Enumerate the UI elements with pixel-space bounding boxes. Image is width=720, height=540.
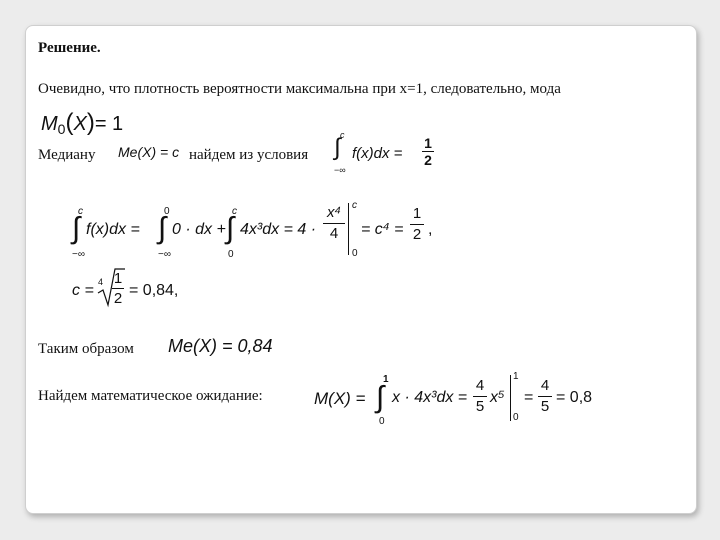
eq2-rhs: = 0,84,	[129, 282, 179, 299]
eq1-integral-2: ∫	[158, 212, 167, 245]
heading: Решение.	[38, 40, 101, 56]
median-fraction	[422, 135, 434, 168]
eq2-f-num: 1	[113, 270, 123, 287]
eq1-i3-upper: c	[232, 206, 237, 217]
eq1-i1-body: f(x)dx =	[86, 221, 140, 238]
eq1-i3-body: 4x³dx = 4 ·	[240, 221, 317, 238]
conclusion-text: Таким образом	[38, 341, 134, 357]
eq2-lhs: c =	[72, 282, 94, 299]
median-frac-num: 1	[424, 135, 432, 151]
eq2-fraction	[112, 269, 124, 308]
expectation-i-upper: 1	[383, 374, 389, 385]
median-integral-sign: ∫	[334, 134, 341, 161]
eq1-integral-1: ∫	[72, 212, 81, 245]
mode-subscript: 0	[57, 121, 66, 137]
expectation-lhs: M(X) =	[314, 389, 366, 408]
expectation-x5: x⁵	[490, 389, 505, 406]
expectation-text: Найдем математическое ожидание:	[38, 388, 263, 404]
expectation-eq: =	[524, 389, 534, 406]
expectation-eval-bar	[510, 375, 511, 421]
conclusion-formula: Me(X) = 0,84	[168, 336, 273, 356]
expectation-fraction-1	[473, 376, 487, 417]
median-frac-den: 2	[422, 151, 434, 168]
eq1-eval-bar	[348, 203, 349, 255]
median-integral-upper: c	[340, 130, 345, 140]
eq1-i2-body: 0 · dx +	[172, 221, 226, 238]
eq1-i2-upper: 0	[164, 206, 170, 217]
expectation-result: = 0,8	[556, 389, 593, 406]
median-me-expr: Me(X) = c	[118, 144, 180, 160]
eq1-c4: = c⁴ =	[361, 221, 404, 238]
expectation-f2-den: 5	[538, 396, 552, 417]
mode-variable: X	[73, 113, 87, 135]
median-prefix: Медиану	[38, 147, 96, 163]
eq1-i3-lower: 0	[228, 249, 234, 260]
mode-formula: $M_0(X)= 1$	[41, 109, 124, 137]
expectation-integral-sign: ∫	[376, 381, 385, 414]
mode-value: = 1	[94, 113, 124, 135]
eq1-fraction-1	[323, 203, 345, 244]
eq1-i1-upper: c	[78, 206, 83, 217]
median-middle-text: найдем из условия	[189, 147, 309, 163]
expectation-bar-lower: 0	[513, 412, 519, 423]
eq1-bar-upper: c	[352, 200, 357, 211]
eq1-integral-3: ∫	[226, 212, 235, 245]
eq2-f-den: 2	[113, 290, 123, 307]
eq1-i1-lower: −∞	[72, 249, 85, 260]
slide	[25, 25, 697, 514]
expectation-i-lower: 0	[379, 416, 385, 427]
expectation-fraction-2	[538, 376, 552, 417]
eq1-fraction-2	[410, 204, 424, 245]
eq2-root-index: 4	[98, 277, 104, 287]
eq1-f1-num: x⁴	[327, 204, 341, 221]
eq1-trailing-comma: ,	[428, 221, 433, 238]
intro-text: Очевидно, что плотность вероятности максимальна при x=1, следовательно, мода	[38, 81, 561, 97]
eq1-f1-den: 4	[323, 223, 345, 244]
eq1-i2-lower: −∞	[158, 249, 171, 260]
eq1-bar-lower: 0	[352, 248, 358, 259]
expectation-f2-num: 4	[540, 377, 550, 394]
expectation-f1-num: 4	[475, 377, 485, 394]
median-integrand: f(x)dx =	[352, 145, 403, 162]
eq1-f2-num: 1	[412, 205, 422, 222]
eq1-f2-den: 2	[410, 224, 424, 245]
expectation-body: x · 4x³dx =	[392, 389, 468, 406]
expectation-bar-upper: 1	[513, 371, 519, 382]
mode-symbol: M	[41, 113, 58, 135]
median-integral-lower: −∞	[334, 165, 346, 175]
expectation-f1-den: 5	[473, 396, 487, 417]
